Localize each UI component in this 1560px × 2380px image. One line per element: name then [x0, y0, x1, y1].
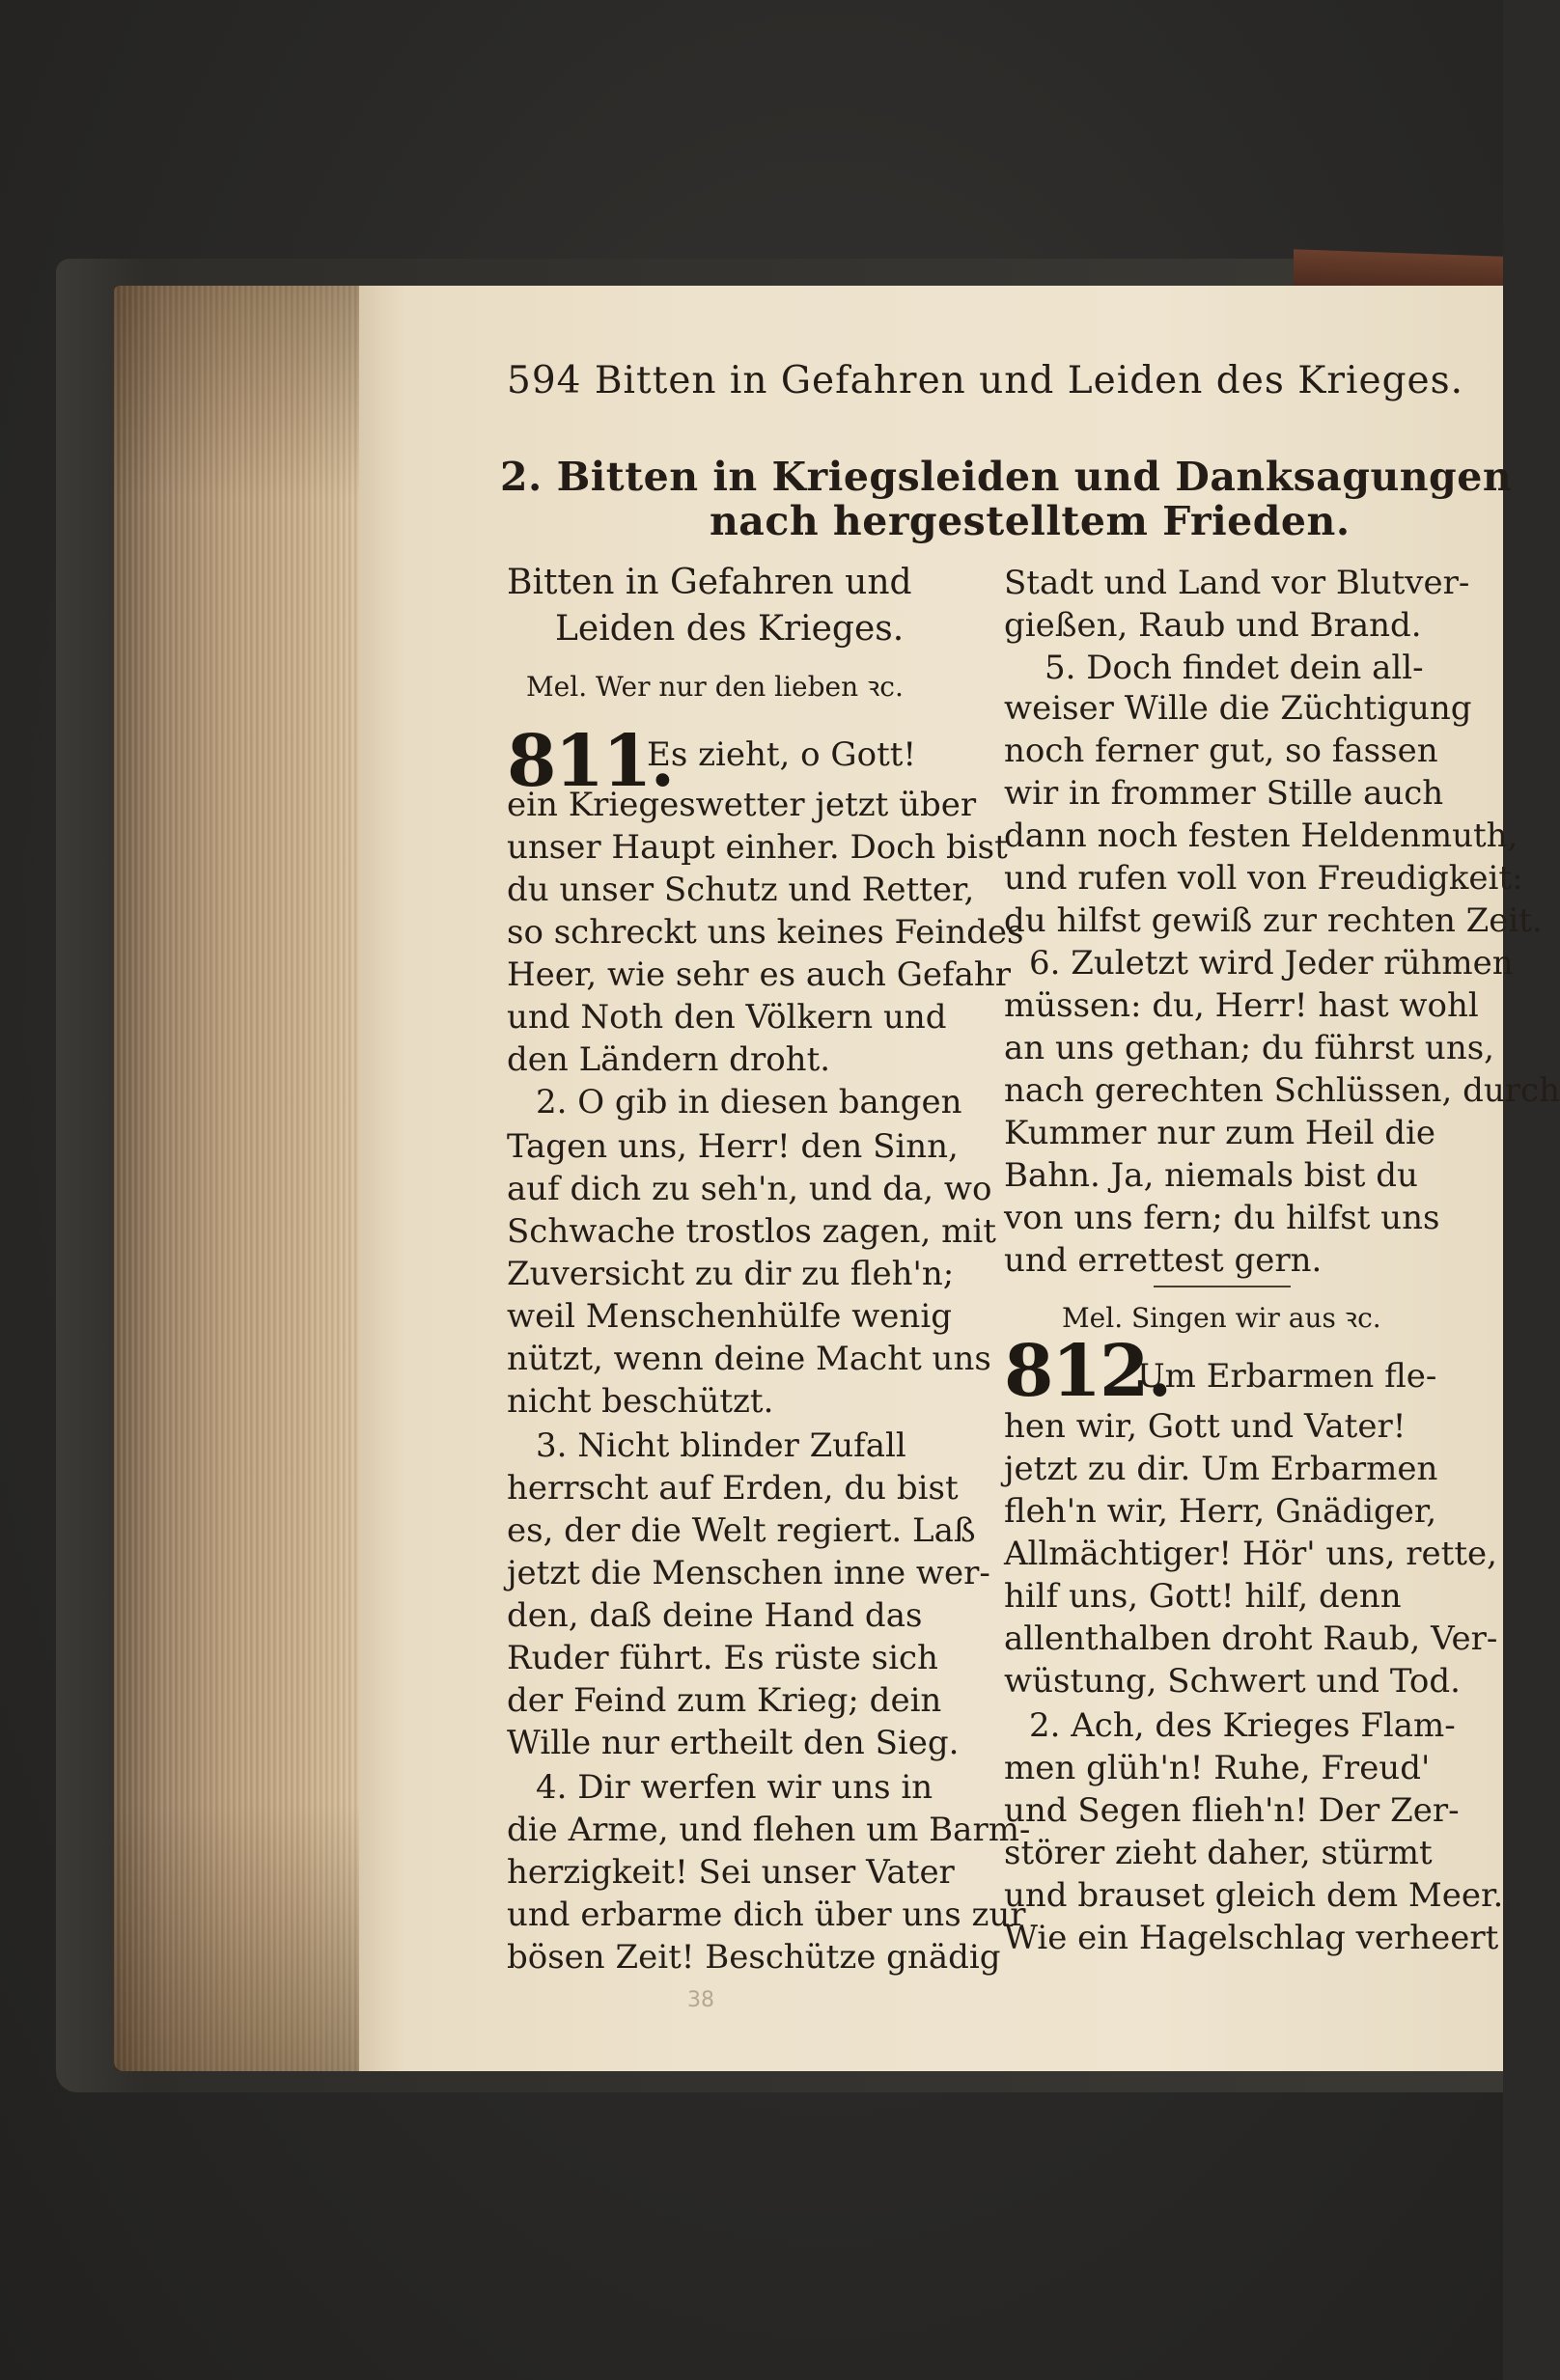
left-line-8: so schreckt uns keines Feindes: [507, 913, 1024, 952]
left-line-10: und Noth den Völkern und: [507, 998, 947, 1037]
left-line-5: ein Kriegeswetter jetzt über: [507, 786, 977, 824]
right-line-16: von uns fern; du hilfst uns: [1004, 1199, 1440, 1237]
hymn-812-number: 812.: [1004, 1330, 1171, 1413]
right-line-20: hen wir, Gott und Vater!: [1004, 1407, 1407, 1446]
right-line-23: Allmächtiger! Hör' uns, rette,: [1004, 1535, 1497, 1573]
left-line-7: du unser Schutz und Retter,: [507, 871, 975, 909]
right-line-22: fleh'n wir, Herr, Gnädiger,: [1004, 1492, 1437, 1531]
right-line-26: wüstung, Schwert und Tod.: [1004, 1662, 1461, 1701]
left-line-26: der Feind zum Krieg; dein: [507, 1681, 942, 1720]
left-line-18: nützt, wenn deine Macht uns: [507, 1340, 991, 1378]
right-line-8: und rufen voll von Freudigkeit:: [1004, 859, 1523, 898]
left-line-14: auf dich zu seh'n, und da, wo: [507, 1170, 992, 1208]
left-line-30: herzigkeit! Sei unser Vater: [507, 1853, 955, 1892]
left-line-4: Es zieht, o Gott!: [647, 735, 917, 774]
left-line-23: jetzt die Menschen inne wer-: [507, 1554, 990, 1592]
right-line-14: Kummer nur zum Heil die: [1004, 1114, 1436, 1152]
left-line-13: Tagen uns, Herr! den Sinn,: [507, 1127, 959, 1166]
left-line-9: Heer, wie sehr es auch Gefahr: [507, 955, 1012, 994]
left-line-31: und erbarme dich über uns zur: [507, 1896, 1026, 1934]
right-line-18: Mel. Singen wir aus ꝛc.: [1062, 1302, 1381, 1334]
left-line-21: herrscht auf Erden, du bist: [507, 1469, 959, 1508]
right-line-21: jetzt zu dir. Um Erbarmen: [1004, 1450, 1438, 1488]
right-line-15: Bahn. Ja, niemals bist du: [1004, 1156, 1418, 1195]
left-line-2: Leiden des Krieges.: [555, 609, 905, 649]
right-line-9: du hilfst gewiß zur rechten Zeit.: [1004, 901, 1543, 940]
column-divider-rule: [1154, 1286, 1291, 1287]
right-line-32: Wie ein Hagelschlag verheert: [1004, 1919, 1499, 1957]
hymn-811-number: 811.: [507, 720, 674, 803]
left-line-1: Bitten in Gefahren und: [507, 563, 912, 602]
left-line-16: Zuversicht zu dir zu fleh'n;: [507, 1255, 955, 1293]
left-line-12: 2. O gib in diesen bangen: [536, 1083, 962, 1121]
right-line-19: Um Erbarmen fle-: [1137, 1357, 1437, 1396]
right-line-27: 2. Ach, des Krieges Flam-: [1029, 1706, 1456, 1745]
right-line-13: nach gerechten Schlüssen, durch: [1004, 1071, 1560, 1110]
right-line-4: weiser Wille die Züchtigung: [1004, 689, 1472, 728]
left-line-19: nicht beschützt.: [507, 1382, 774, 1421]
right-line-30: störer zieht daher, stürmt: [1004, 1834, 1433, 1872]
section-heading-line-2: nach hergestelltem Frieden.: [710, 498, 1351, 544]
left-line-3: Mel. Wer nur den lieben ꝛc.: [526, 671, 904, 703]
right-line-24: hilf uns, Gott! hilf, denn: [1004, 1577, 1402, 1616]
left-line-25: Ruder führt. Es rüste sich: [507, 1639, 938, 1677]
right-line-3: 5. Doch findet dein all-: [1045, 649, 1424, 687]
left-line-20: 3. Nicht blinder Zufall: [536, 1426, 906, 1465]
right-line-17: und errettest gern.: [1004, 1241, 1323, 1280]
left-line-29: die Arme, und flehen um Barm-: [507, 1811, 1031, 1849]
right-line-10: 6. Zuletzt wird Jeder rühmen: [1029, 944, 1514, 982]
right-line-5: noch ferner gut, so fassen: [1004, 732, 1438, 770]
right-line-7: dann noch festen Heldenmuth,: [1004, 816, 1518, 855]
left-line-28: 4. Dir werfen wir uns in: [536, 1768, 933, 1807]
left-line-17: weil Menschenhülfe wenig: [507, 1297, 952, 1336]
running-head: 594 Bitten in Gefahren und Leiden des Krieges.: [507, 359, 1464, 402]
right-line-6: wir in frommer Stille auch: [1004, 774, 1444, 813]
page-edge-shadow: [114, 286, 367, 2071]
right-line-11: müssen: du, Herr! hast wohl: [1004, 986, 1479, 1025]
right-line-1: Stadt und Land vor Blutver-: [1004, 564, 1470, 602]
right-line-28: men glüh'n! Ruhe, Freud': [1004, 1749, 1431, 1787]
left-line-32: bösen Zeit! Beschütze gnädig: [507, 1938, 1001, 1977]
left-line-11: den Ländern droht.: [507, 1040, 831, 1079]
left-line-24: den, daß deine Hand das: [507, 1596, 923, 1635]
bottom-mark: 38: [687, 1988, 714, 2012]
right-line-29: und Segen flieh'n! Der Zer-: [1004, 1791, 1460, 1830]
right-line-25: allenthalben droht Raub, Ver-: [1004, 1619, 1498, 1658]
right-line-2: gießen, Raub und Brand.: [1004, 606, 1422, 645]
left-line-15: Schwache trostlos zagen, mit: [507, 1212, 996, 1251]
left-line-22: es, der die Welt regiert. Laß: [507, 1511, 976, 1550]
left-line-27: Wille nur ertheilt den Sieg.: [507, 1724, 960, 1762]
right-line-12: an uns gethan; du führst uns,: [1004, 1029, 1494, 1067]
left-line-6: unser Haupt einher. Doch bist: [507, 828, 1008, 867]
right-line-31: und brauset gleich dem Meer.: [1004, 1876, 1504, 1915]
section-heading-line-1: 2. Bitten in Kriegsleiden und Danksagungen: [500, 454, 1513, 500]
